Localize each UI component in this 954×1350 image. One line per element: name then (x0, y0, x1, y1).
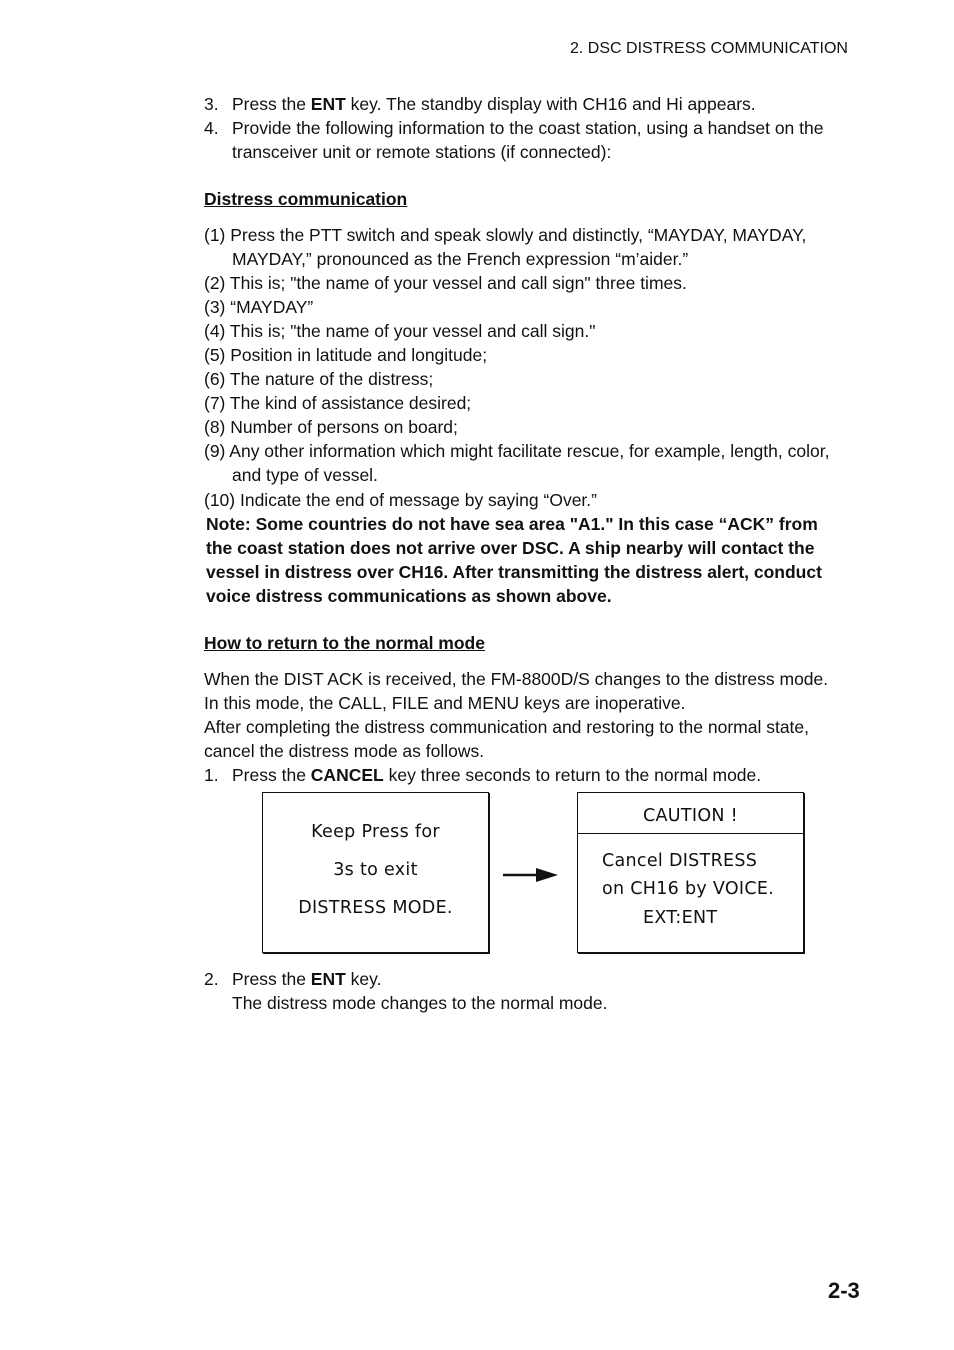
screen-line: EXT:ENT (643, 908, 718, 928)
step-2-line2: The distress mode changes to the normal mode. (232, 993, 608, 1013)
section-heading: How to return to the normal mode (204, 633, 485, 653)
step-2-text: Press the ENT key. (232, 969, 382, 989)
screen-line: 3s to exit (333, 860, 418, 880)
page-number: 2-3 (828, 1278, 860, 1303)
key-name: ENT (310, 94, 346, 114)
step-4-line1: Provide the following information to the coast station, using a handset on the (232, 118, 824, 138)
paragraph-line: cancel the distress mode as follows. (204, 741, 485, 761)
right-arrow-icon (500, 864, 562, 886)
key-name: ENT (310, 969, 346, 989)
list-item: (1) Press the PTT switch and speak slowly and distinctly, “MAYDAY, MAYDAY, (204, 225, 807, 245)
step-3-text: Press the ENT key. The standby display with CH16 and Hi appears. (232, 94, 756, 114)
section-heading: Distress communication (204, 189, 408, 209)
step-4-line2: transceiver unit or remote stations (if connected): (232, 142, 612, 162)
divider (578, 833, 803, 834)
step-number: 2. (204, 969, 219, 989)
paragraph-line: In this mode, the CALL, FILE and MENU keys are inoperative. (204, 693, 686, 713)
screen-line: DISTRESS MODE. (298, 898, 453, 918)
list-item: (4) This is; "the name of your vessel and call sign." (204, 321, 596, 341)
paragraph-line: After completing the distress communication and restoring to the normal state, (204, 717, 810, 737)
list-item: (9) Any other information which might facilitate rescue, for example, length, color, (204, 441, 830, 461)
list-item: (10) Indicate the end of message by saying “Over.” (204, 490, 597, 510)
running-header: 2. DSC DISTRESS COMMUNICATION (570, 40, 848, 57)
screen-line: Keep Press for (311, 822, 440, 842)
display-screen-exit-prompt (262, 792, 489, 953)
caution-title: CAUTION ! (643, 806, 738, 826)
screen-line: on CH16 by VOICE. (602, 879, 775, 899)
list-item-continuation: and type of vessel. (232, 465, 378, 485)
list-item: (3) “MAYDAY” (204, 297, 314, 317)
step-number: 3. (204, 94, 219, 114)
list-item: (5) Position in latitude and longitude; (204, 345, 488, 365)
note-line: the coast station does not arrive over DSC. A ship nearby will contact the (206, 538, 815, 558)
note-line: vessel in distress over CH16. After transmitting the distress alert, conduct (206, 562, 822, 582)
list-item: (2) This is; "the name of your vessel and call sign" three times. (204, 273, 687, 293)
list-item: (7) The kind of assistance desired; (204, 393, 472, 413)
paragraph-line: When the DIST ACK is received, the FM-8800D/S changes to the distress mode. (204, 669, 829, 689)
display-screen-caution (577, 792, 804, 953)
list-item-continuation: MAYDAY,” pronounced as the French expression “m’aider.” (232, 249, 689, 269)
step-number: 4. (204, 118, 219, 138)
step-number: 1. (204, 765, 219, 785)
screen-line: Cancel DISTRESS (602, 851, 758, 871)
list-item: (6) The nature of the distress; (204, 369, 434, 389)
step-1-text: Press the CANCEL key three seconds to return to the normal mode. (232, 765, 762, 785)
list-item: (8) Number of persons on board; (204, 417, 458, 437)
note-line: Note: Some countries do not have sea area "A1." In this case “ACK” from (206, 514, 818, 534)
note-line: voice distress communications as shown above. (206, 586, 612, 606)
key-name: CANCEL (310, 765, 384, 785)
